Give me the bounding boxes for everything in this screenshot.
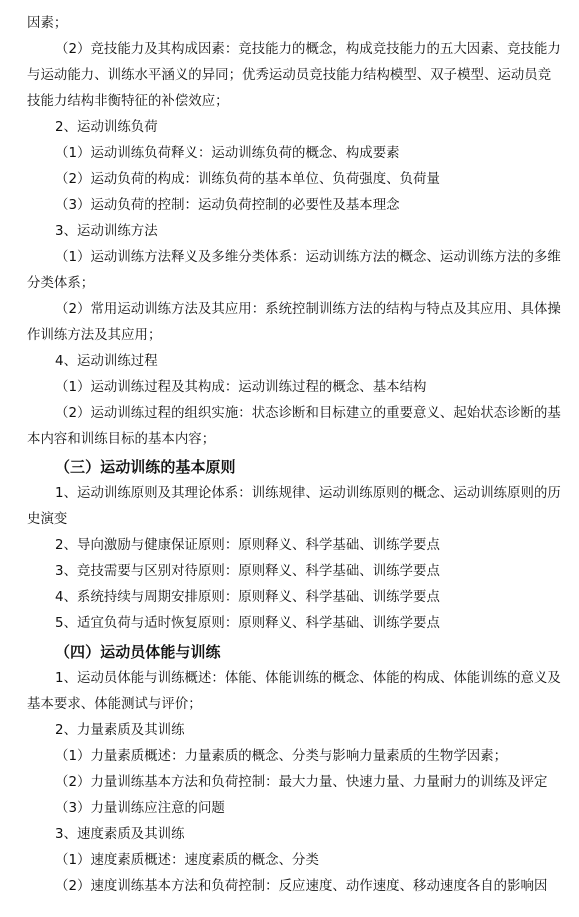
- text-line: 3、运动训练方法: [55, 224, 158, 239]
- text-line: 史演变: [27, 512, 68, 527]
- text-line: （2）运动训练过程的组织实施：状态诊断和目标建立的重要意义、起始状态诊断的基: [55, 406, 561, 421]
- text-line: 3、速度素质及其训练: [55, 827, 185, 842]
- text-line: （2）竞技能力及其构成因素：竞技能力的概念，构成竞技能力的五大因素、竞技能力: [55, 42, 561, 57]
- text-line: （1）力量素质概述：力量素质的概念、分类与影响力量素质的生物学因素；: [55, 749, 508, 764]
- text-line: 5、适宜负荷与适时恢复原则：原则释义、科学基础、训练学要点: [55, 616, 440, 631]
- text-line: （3）力量训练应注意的问题: [55, 801, 225, 816]
- text-line: 本内容和训练目标的基本内容；: [27, 432, 216, 447]
- text-line: 3、竞技需要与区别对待原则：原则释义、科学基础、训练学要点: [55, 564, 440, 579]
- text-line: （2）常用运动训练方法及其应用：系统控制训练方法的结构与特点及其应用、具体操: [55, 302, 561, 317]
- text-line: （2）速度训练基本方法和负荷控制：反应速度、动作速度、移动速度各自的影响因: [55, 879, 548, 894]
- text-line: （1）速度素质概述：速度素质的概念、分类: [55, 853, 319, 868]
- text-line: 4、系统持续与周期安排原则：原则释义、科学基础、训练学要点: [55, 590, 440, 605]
- section-heading: （三）运动训练的基本原则: [55, 458, 236, 476]
- section-heading: （四）运动员体能与训练: [55, 643, 221, 661]
- text-line: 2、导向激励与健康保证原则：原则释义、科学基础、训练学要点: [55, 538, 440, 553]
- text-line: 4、运动训练过程: [55, 354, 158, 369]
- text-line: （2）运动负荷的构成：训练负荷的基本单位、负荷强度、负荷量: [55, 172, 440, 187]
- text-line: （1）运动训练过程及其构成：运动训练过程的概念、基本结构: [55, 380, 427, 395]
- text-line: 1、运动员体能与训练概述：体能、体能训练的概念、体能的构成、体能训练的意义及: [55, 671, 561, 686]
- text-line: （3）运动负荷的控制：运动负荷控制的必要性及基本理念: [55, 198, 400, 213]
- text-line: 因素；: [27, 16, 68, 31]
- text-line: （1）运动训练负荷释义：运动训练负荷的概念、构成要素: [55, 146, 400, 161]
- text-line: 与运动能力、训练水平涵义的异同；优秀运动员竞技能力结构模型、双子模型、运动员竞: [27, 68, 552, 83]
- text-line: 1、运动训练原则及其理论体系：训练规律、运动训练原则的概念、运动训练原则的历: [55, 486, 561, 501]
- text-line: （1）运动训练方法释义及多维分类体系：运动训练方法的概念、运动训练方法的多维: [55, 250, 561, 265]
- text-line: 2、力量素质及其训练: [55, 723, 185, 738]
- text-line: 作训练方法及其应用；: [27, 328, 162, 343]
- text-line: 技能力结构非衡特征的补偿效应；: [27, 94, 229, 109]
- text-line: 基本要求、体能测试与评价；: [27, 697, 202, 712]
- text-line: 分类体系；: [27, 276, 95, 291]
- text-line: 2、运动训练负荷: [55, 120, 158, 135]
- text-line: （2）力量训练基本方法和负荷控制：最大力量、快速力量、力量耐力的训练及评定: [55, 775, 548, 790]
